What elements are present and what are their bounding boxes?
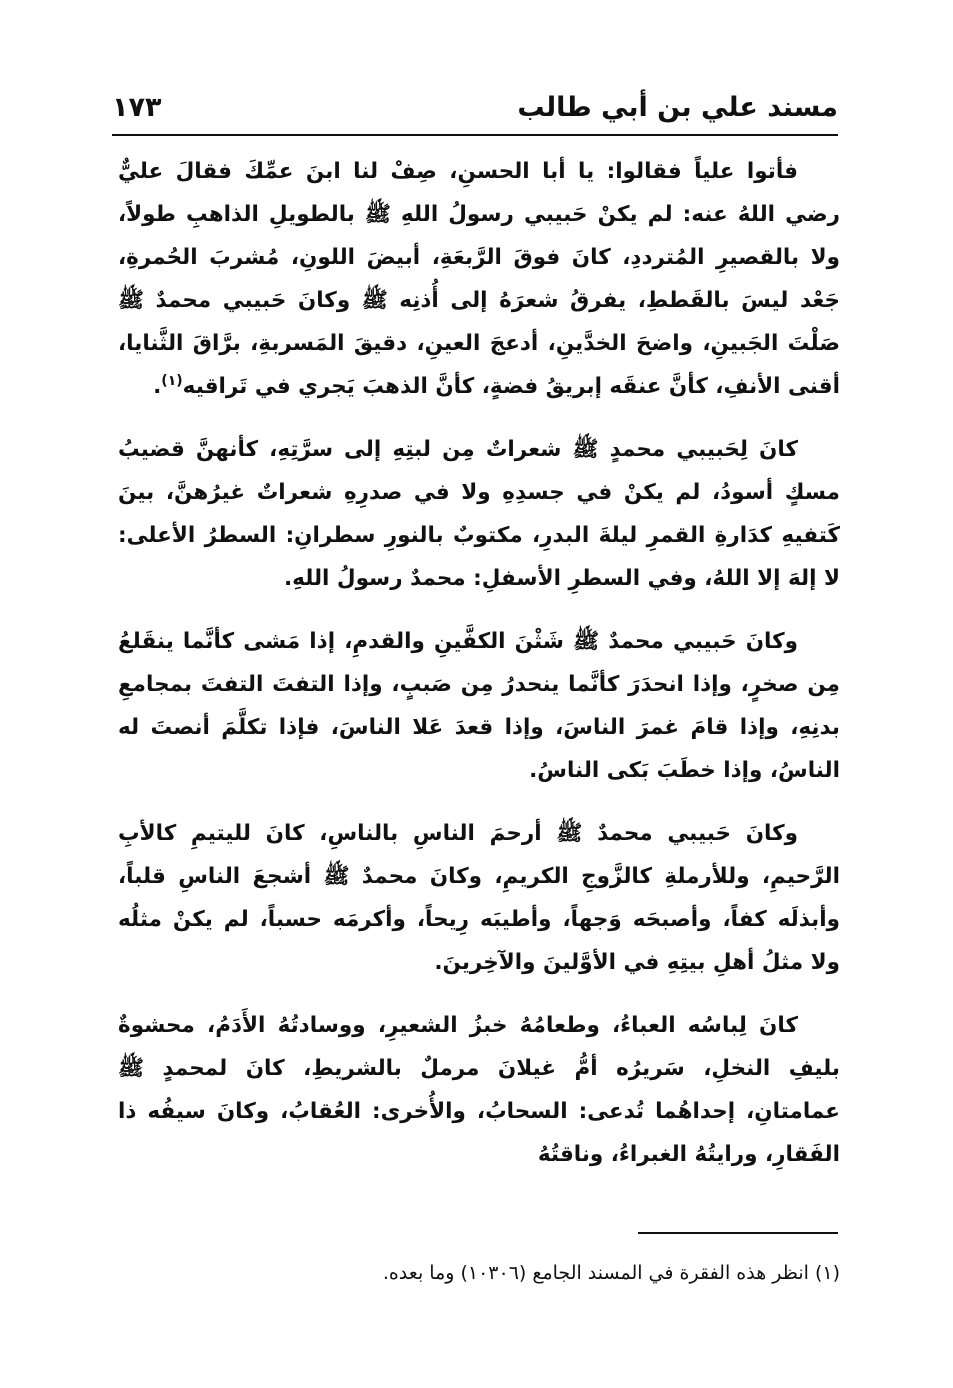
header-divider (112, 134, 838, 136)
footnote-text: (١) انظر هذه الفقرة في المسند الجامع (١٠٣٠٦) وما بعده. (382, 1262, 840, 1284)
page-header (112, 88, 838, 132)
paragraph (118, 150, 840, 408)
page-number: ١٧٣ (112, 92, 162, 123)
paragraph: كانَ لِباسُه العباءُ، وطعامُهُ خبزُ الشعيرِ، ووسادتُهُ الأَدَمُ، محشوةٌ بليفِ النخلِ، سَريرُه أمُّ غيلانَ مرملٌ بالشريطِ، كانَ لمحمدٍ ﷺ عمامتانِ، إحداهُما تُدعى: السحابُ، والأُخرى: العُقابُ، وكانَ سيفُه ذا الفَقارِ، ورايتُهُ الغبراءُ، وناقتُهُ (118, 1013, 840, 1167)
paragraph: وكانَ حَبيبي محمدٌ ﷺ أرحمَ الناسِ بالناسِ، كانَ لليتيمِ كالأبِ الرَّحيمِ، وللأرملةِ كالزَّوجِ الكريمِ، وكانَ محمدٌ ﷺ أشجعَ الناسِ قلباً، وأبذلَه كفاً، وأصبحَه وَجهاً، وأطيبَه رِيحاً، وأكرمَه حسباً، لم يكنْ مثلُه ولا مثلُ أهلِ بيتِهِ في الأوَّلينَ والآخِرينَ. (118, 821, 840, 975)
paragraph-end-period: . (153, 374, 162, 399)
main-text (118, 150, 840, 1196)
paragraph: وكانَ حَبيبي محمدٌ ﷺ شَثْنَ الكفَّينِ والقدمِ، إذا مَشى كأنَّما ينقَلعُ مِن صخرٍ، وإذا انحدَرَ كأنَّما ينحدرُ مِن صَببٍ، وإذا التفتَ التفتَ بمجامعِ بدنِهِ، وإذا قامَ غمرَ الناسَ، وإذا قعدَ عَلا الناسَ، فإذا تكلَّمَ أنصتَ له الناسُ، وإذا خطَبَ بَكى الناسُ. (118, 629, 840, 783)
paragraph-text: فأتوا علياً فقالوا: يا أبا الحسنِ، صِفْ لنا ابنَ عمِّكَ فقالَ عليٌّ رضي اللهُ عنه: لم يكنْ حَبيبي رسولُ اللهِ ﷺ بالطويلِ الذاهبِ طولاً، ولا بالقصيرِ المُترددِ، كانَ فوقَ الرَّبعَةِ، أبيضَ اللونِ، مُشربَ الحُمرةِ، جَعْد ليسَ بالقَططِ، يفرقُ شعرَهُ إلى أُذنِه ﷺ وكانَ حَبيبي محمدٌ ﷺ صَلْتَ الجَبينِ، واضحَ الخدَّينِ، أدعجَ العينِ، دقيقَ المَسربةِ، برَّاقَ الثَّنايا، أقنى الأنفِ، كأنَّ عنقَه إبريقُ فضةٍ، كأنَّ الذهبَ يَجري في تَراقيه (118, 159, 840, 399)
running-title: مسند علي بن أبي طالب (517, 92, 838, 123)
paragraph: كانَ لِحَبيبي محمدٍ ﷺ شعراتٌ مِن لبتِهِ إلى سرَّتِهِ، كأنهنَّ قضيبُ مسكٍ أسودُ، لم يكنْ في جسدِهِ ولا في صدرِهِ شعراتٌ غيرُهنَّ، بينَ كَتفيهِ كدَارةِ القمرِ ليلةَ البدرِ، مكتوبٌ بالنورِ سطرانِ: السطرُ الأعلى: لا إلهَ إلا اللهُ، وفي السطرِ الأسفلِ: محمدٌ رسولُ اللهِ. (118, 437, 840, 591)
footnote-divider (638, 1232, 838, 1234)
footnote-reference: (١) (161, 372, 183, 389)
